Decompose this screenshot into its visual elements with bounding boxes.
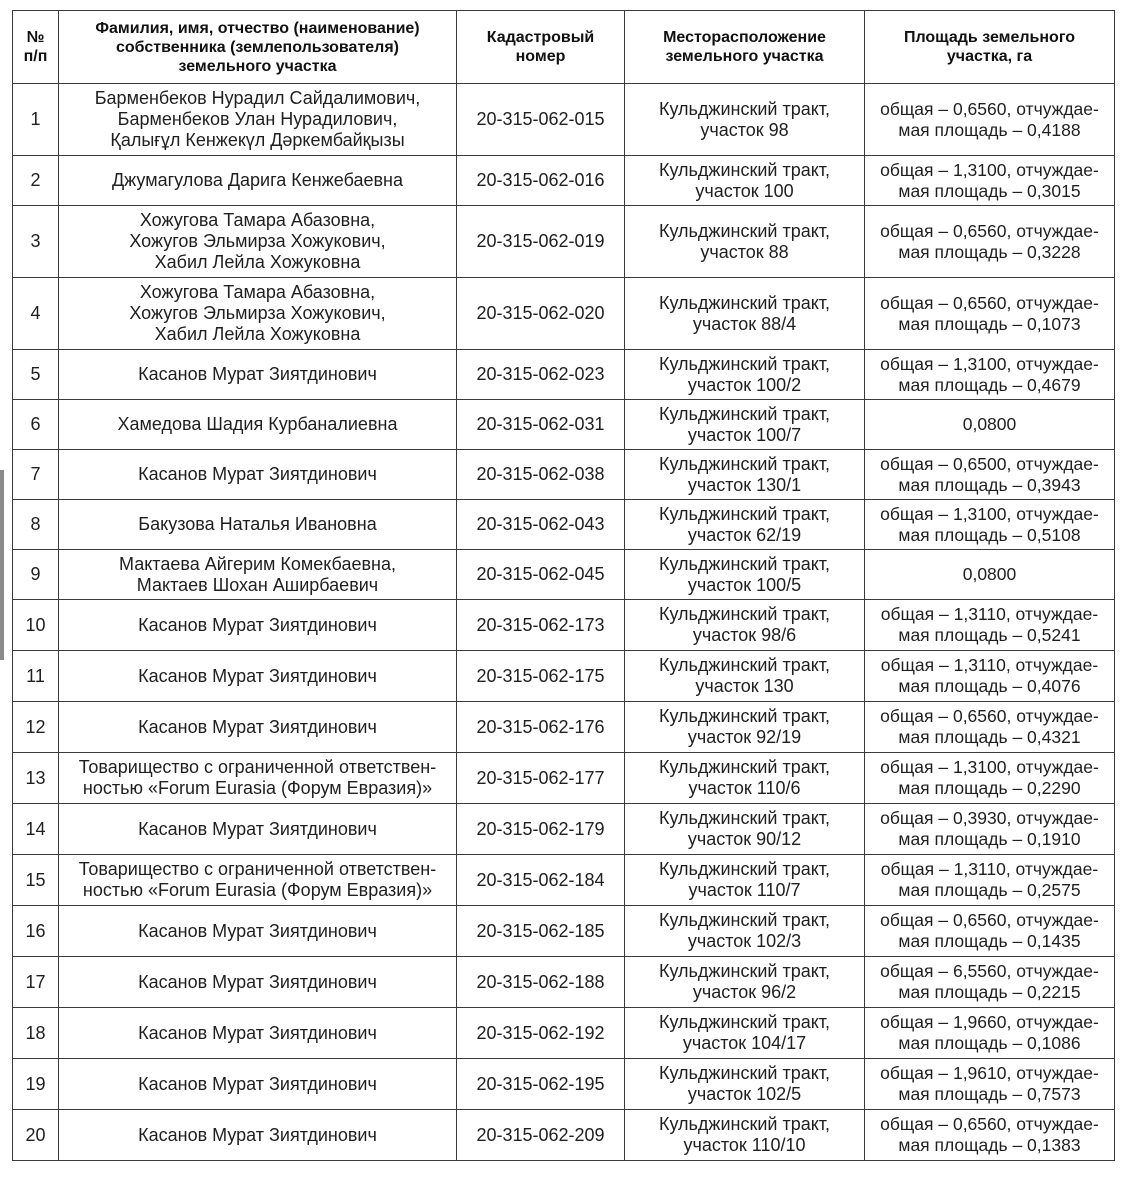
cell-owner: Товарищество с ограниченной ответствен- ностью «Forum Eurasia (Форум Евразия)»	[59, 855, 457, 906]
table-row	[13, 206, 1115, 278]
cell-cadastral-number: 20-315-062-045	[457, 550, 625, 600]
cell-owner: Касанов Мурат Зиятдинович	[59, 651, 457, 702]
cell-area: общая – 1,3100, отчуждае- мая площадь – 0,5108	[865, 500, 1115, 550]
cell-area: общая – 1,3110, отчуждае- мая площадь – 0,4076	[865, 651, 1115, 702]
cell-owner: Касанов Мурат Зиятдинович	[59, 1110, 457, 1161]
header-row	[13, 11, 1115, 84]
page-edge-shadow	[0, 470, 4, 660]
cell-cadastral-number: 20-315-062-175	[457, 651, 625, 702]
cell-cadastral-number: 20-315-062-038	[457, 450, 625, 500]
cell-owner: Касанов Мурат Зиятдинович	[59, 350, 457, 400]
cell-owner: Касанов Мурат Зиятдинович	[59, 957, 457, 1008]
cell-location: Кульджинский тракт, участок 110/7	[625, 855, 865, 906]
cell-number: 13	[13, 753, 59, 804]
cell-number: 19	[13, 1059, 59, 1110]
cell-location: Кульджинский тракт, участок 130	[625, 651, 865, 702]
cell-area: общая – 1,3100, отчуждае- мая площадь – 0,4679	[865, 350, 1115, 400]
table-row	[13, 651, 1115, 702]
cell-number: 17	[13, 957, 59, 1008]
cell-area: общая – 0,3930, отчуждае- мая площадь – 0,1910	[865, 804, 1115, 855]
cell-number: 6	[13, 400, 59, 450]
cell-number: 14	[13, 804, 59, 855]
cell-number: 7	[13, 450, 59, 500]
cell-location: Кульджинский тракт, участок 100/7	[625, 400, 865, 450]
cell-location: Кульджинский тракт, участок 98	[625, 84, 865, 156]
cell-number: 2	[13, 156, 59, 206]
cell-owner: Касанов Мурат Зиятдинович	[59, 906, 457, 957]
table-body	[13, 84, 1115, 1161]
cell-cadastral-number: 20-315-062-179	[457, 804, 625, 855]
header-number: № п/п	[13, 11, 59, 84]
cell-area: 0,0800	[865, 400, 1115, 450]
header-owner: Фамилия, имя, отчество (наименование) собственника (землепользователя) земельного участка	[59, 11, 457, 84]
table-row	[13, 1059, 1115, 1110]
table-row	[13, 702, 1115, 753]
header-cadastral-number: Кадастровый номер	[457, 11, 625, 84]
cell-area: общая – 0,6500, отчуждае- мая площадь – 0,3943	[865, 450, 1115, 500]
cell-area: общая – 0,6560, отчуждае- мая площадь – 0,1435	[865, 906, 1115, 957]
cell-number: 12	[13, 702, 59, 753]
table-row	[13, 600, 1115, 651]
cell-cadastral-number: 20-315-062-173	[457, 600, 625, 651]
table-row	[13, 906, 1115, 957]
table-header	[13, 11, 1115, 84]
land-plots-table	[12, 10, 1115, 1161]
cell-location: Кульджинский тракт, участок 88	[625, 206, 865, 278]
cell-cadastral-number: 20-315-062-043	[457, 500, 625, 550]
cell-location: Кульджинский тракт, участок 96/2	[625, 957, 865, 1008]
cell-number: 3	[13, 206, 59, 278]
cell-number: 20	[13, 1110, 59, 1161]
cell-number: 4	[13, 278, 59, 350]
cell-cadastral-number: 20-315-062-031	[457, 400, 625, 450]
cell-area: общая – 1,3110, отчуждае- мая площадь – 0,5241	[865, 600, 1115, 651]
cell-area: общая – 1,3100, отчуждае- мая площадь – 0,3015	[865, 156, 1115, 206]
cell-area: общая – 1,3100, отчуждае- мая площадь – 0,2290	[865, 753, 1115, 804]
document-page	[12, 10, 1114, 1161]
cell-number: 5	[13, 350, 59, 400]
cell-location: Кульджинский тракт, участок 92/19	[625, 702, 865, 753]
cell-cadastral-number: 20-315-062-195	[457, 1059, 625, 1110]
table-row	[13, 1008, 1115, 1059]
table-row	[13, 753, 1115, 804]
cell-owner: Касанов Мурат Зиятдинович	[59, 804, 457, 855]
cell-owner: Мактаева Айгерим Комекбаевна, Мактаев Шохан Аширбаевич	[59, 550, 457, 600]
cell-area: общая – 0,6560, отчуждае- мая площадь – 0,3228	[865, 206, 1115, 278]
cell-owner: Хамедова Шадия Курбаналиевна	[59, 400, 457, 450]
cell-cadastral-number: 20-315-062-192	[457, 1008, 625, 1059]
cell-owner: Касанов Мурат Зиятдинович	[59, 1059, 457, 1110]
table-row	[13, 400, 1115, 450]
cell-cadastral-number: 20-315-062-019	[457, 206, 625, 278]
cell-number: 18	[13, 1008, 59, 1059]
cell-cadastral-number: 20-315-062-015	[457, 84, 625, 156]
cell-owner: Касанов Мурат Зиятдинович	[59, 600, 457, 651]
cell-owner: Касанов Мурат Зиятдинович	[59, 1008, 457, 1059]
cell-number: 9	[13, 550, 59, 600]
cell-owner: Товарищество с ограниченной ответствен- ностью «Forum Eurasia (Форум Евразия)»	[59, 753, 457, 804]
cell-location: Кульджинский тракт, участок 98/6	[625, 600, 865, 651]
cell-number: 8	[13, 500, 59, 550]
cell-cadastral-number: 20-315-062-020	[457, 278, 625, 350]
cell-owner: Касанов Мурат Зиятдинович	[59, 702, 457, 753]
cell-cadastral-number: 20-315-062-023	[457, 350, 625, 400]
cell-area: общая – 1,9660, отчуждае- мая площадь – 0,1086	[865, 1008, 1115, 1059]
cell-area: общая – 1,9610, отчуждае- мая площадь – 0,7573	[865, 1059, 1115, 1110]
cell-cadastral-number: 20-315-062-016	[457, 156, 625, 206]
cell-number: 1	[13, 84, 59, 156]
table-row	[13, 350, 1115, 400]
cell-cadastral-number: 20-315-062-185	[457, 906, 625, 957]
cell-area: общая – 0,6560, отчуждае- мая площадь – 0,1383	[865, 1110, 1115, 1161]
cell-number: 15	[13, 855, 59, 906]
cell-owner: Хожугова Тамара Абазовна, Хожугов Эльмирза Хожукович, Хабил Лейла Хожуковна	[59, 278, 457, 350]
cell-owner: Барменбеков Нурадил Сайдалимович, Барменбеков Улан Нурадилович, Қалығұл Кенжекүл Дәркембайқызы	[59, 84, 457, 156]
table-row	[13, 156, 1115, 206]
cell-cadastral-number: 20-315-062-177	[457, 753, 625, 804]
header-location: Месторасположение земельного участка	[625, 11, 865, 84]
table-row	[13, 450, 1115, 500]
cell-location: Кульджинский тракт, участок 102/5	[625, 1059, 865, 1110]
table-row	[13, 957, 1115, 1008]
table-row	[13, 550, 1115, 600]
cell-location: Кульджинский тракт, участок 110/6	[625, 753, 865, 804]
cell-location: Кульджинский тракт, участок 104/17	[625, 1008, 865, 1059]
cell-owner: Бакузова Наталья Ивановна	[59, 500, 457, 550]
cell-number: 10	[13, 600, 59, 651]
cell-cadastral-number: 20-315-062-188	[457, 957, 625, 1008]
cell-area: общая – 0,6560, отчуждае- мая площадь – 0,1073	[865, 278, 1115, 350]
table-row	[13, 1110, 1115, 1161]
table-row	[13, 804, 1115, 855]
cell-owner: Хожугова Тамара Абазовна, Хожугов Эльмирза Хожукович, Хабил Лейла Хожуковна	[59, 206, 457, 278]
table-row	[13, 84, 1115, 156]
cell-area: общая – 6,5560, отчуждае- мая площадь – 0,2215	[865, 957, 1115, 1008]
cell-cadastral-number: 20-315-062-184	[457, 855, 625, 906]
cell-owner: Джумагулова Дарига Кенжебаевна	[59, 156, 457, 206]
cell-location: Кульджинский тракт, участок 88/4	[625, 278, 865, 350]
cell-cadastral-number: 20-315-062-209	[457, 1110, 625, 1161]
header-area: Площадь земельного участка, га	[865, 11, 1115, 84]
cell-location: Кульджинский тракт, участок 62/19	[625, 500, 865, 550]
cell-number: 11	[13, 651, 59, 702]
cell-number: 16	[13, 906, 59, 957]
cell-location: Кульджинский тракт, участок 90/12	[625, 804, 865, 855]
table-row	[13, 855, 1115, 906]
cell-cadastral-number: 20-315-062-176	[457, 702, 625, 753]
cell-location: Кульджинский тракт, участок 100	[625, 156, 865, 206]
table-row	[13, 500, 1115, 550]
cell-location: Кульджинский тракт, участок 130/1	[625, 450, 865, 500]
cell-area: общая – 0,6560, отчуждае- мая площадь – 0,4321	[865, 702, 1115, 753]
cell-area: 0,0800	[865, 550, 1115, 600]
cell-area: общая – 0,6560, отчуждае- мая площадь – 0,4188	[865, 84, 1115, 156]
cell-location: Кульджинский тракт, участок 102/3	[625, 906, 865, 957]
cell-area: общая – 1,3110, отчуждае- мая площадь – 0,2575	[865, 855, 1115, 906]
cell-location: Кульджинский тракт, участок 110/10	[625, 1110, 865, 1161]
cell-owner: Касанов Мурат Зиятдинович	[59, 450, 457, 500]
cell-location: Кульджинский тракт, участок 100/2	[625, 350, 865, 400]
table-row	[13, 278, 1115, 350]
cell-location: Кульджинский тракт, участок 100/5	[625, 550, 865, 600]
